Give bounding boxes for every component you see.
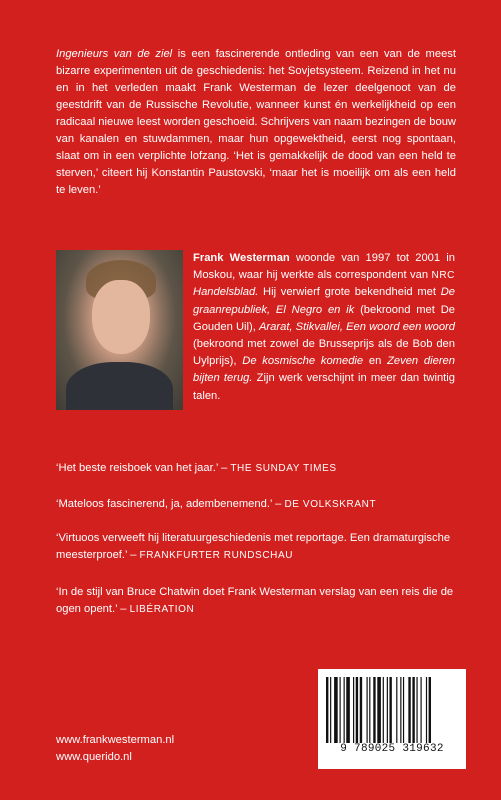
blurb-text: is een fascinerende ontleding van een van de meest bizarre experimenten uit de geschiedenis: het Sovjetsysteem. Reizend in het nu en in het verleden maakt Frank Westerman de lezer deelgenoot van de geestdrift van de Russische Revolutie, wanneer kunst én werkelijkheid op een radicaal nieuwe leest worden geschoeid. Schrijvers van naam bezingen de bouw van kanalen en stuwdammen, maar hun opgewektheid, eerst nog spontaan, slaat om in een verplichte lofzang. ‘Het is gemakkelijk de dood van een held te sterven,’ citeert hij Konstantin Paustovski, ‘maar het is moeilijk om als een held te leven.’ <box>56 48 456 196</box>
author-website: www.frankwesterman.nl <box>56 734 175 746</box>
publisher-website: www.querido.nl <box>56 751 132 763</box>
review-source: THE SUNDAY TIMES <box>230 463 337 474</box>
author-photo <box>56 250 183 410</box>
barcode-bars <box>326 677 456 743</box>
isbn-number: 9 789025 319632 <box>340 743 444 755</box>
review-quote: ‘Mateloos fascinerend, ja, adembenemend.’ – DE VOLKSKRANT <box>56 498 377 510</box>
newspaper-abbrev: NRC <box>431 270 455 282</box>
review-source: LIBÉRATION <box>129 604 195 615</box>
book-title: Ingenieurs van de ziel <box>56 48 173 60</box>
review-quote: ‘Virtuoos verweeft hij literatuurgeschiedenis met reportage. Een dramaturgische meesterproef.’ – FRANKFURTER RUNDSCHAU <box>56 532 451 561</box>
review-source: DE VOLKSKRANT <box>284 499 377 510</box>
isbn-barcode <box>318 669 466 769</box>
author-bio: Frank Westerman woonde van 1997 tot 2001 in Moskou, waar hij werkte als correspondent van NRC Handelsblad. Hij verwierf grote bekendheid met De graanrepubliek, El Negro en ik (bekroond met De Gouden Uil), Ararat, Stikvallei, Een woord een woord (bekroond met zowel de Brusseprijs als de Bob den Uylprijs), De kosmische komedie en Zeven dieren bijten terug. Zijn werk verschijnt in meer dan twintig talen. <box>193 252 455 402</box>
review-quote: ‘Het beste reisboek van het jaar.’ – THE SUNDAY TIMES <box>56 462 337 474</box>
book-blurb <box>56 46 456 199</box>
review-quote: ‘In de stijl van Bruce Chatwin doet Frank Westerman verslag van een reis die de ogen opent.’ – LIBÉRATION <box>56 586 454 615</box>
author-name: Frank Westerman <box>193 252 290 264</box>
review-source: FRANKFURTER RUNDSCHAU <box>139 550 294 561</box>
